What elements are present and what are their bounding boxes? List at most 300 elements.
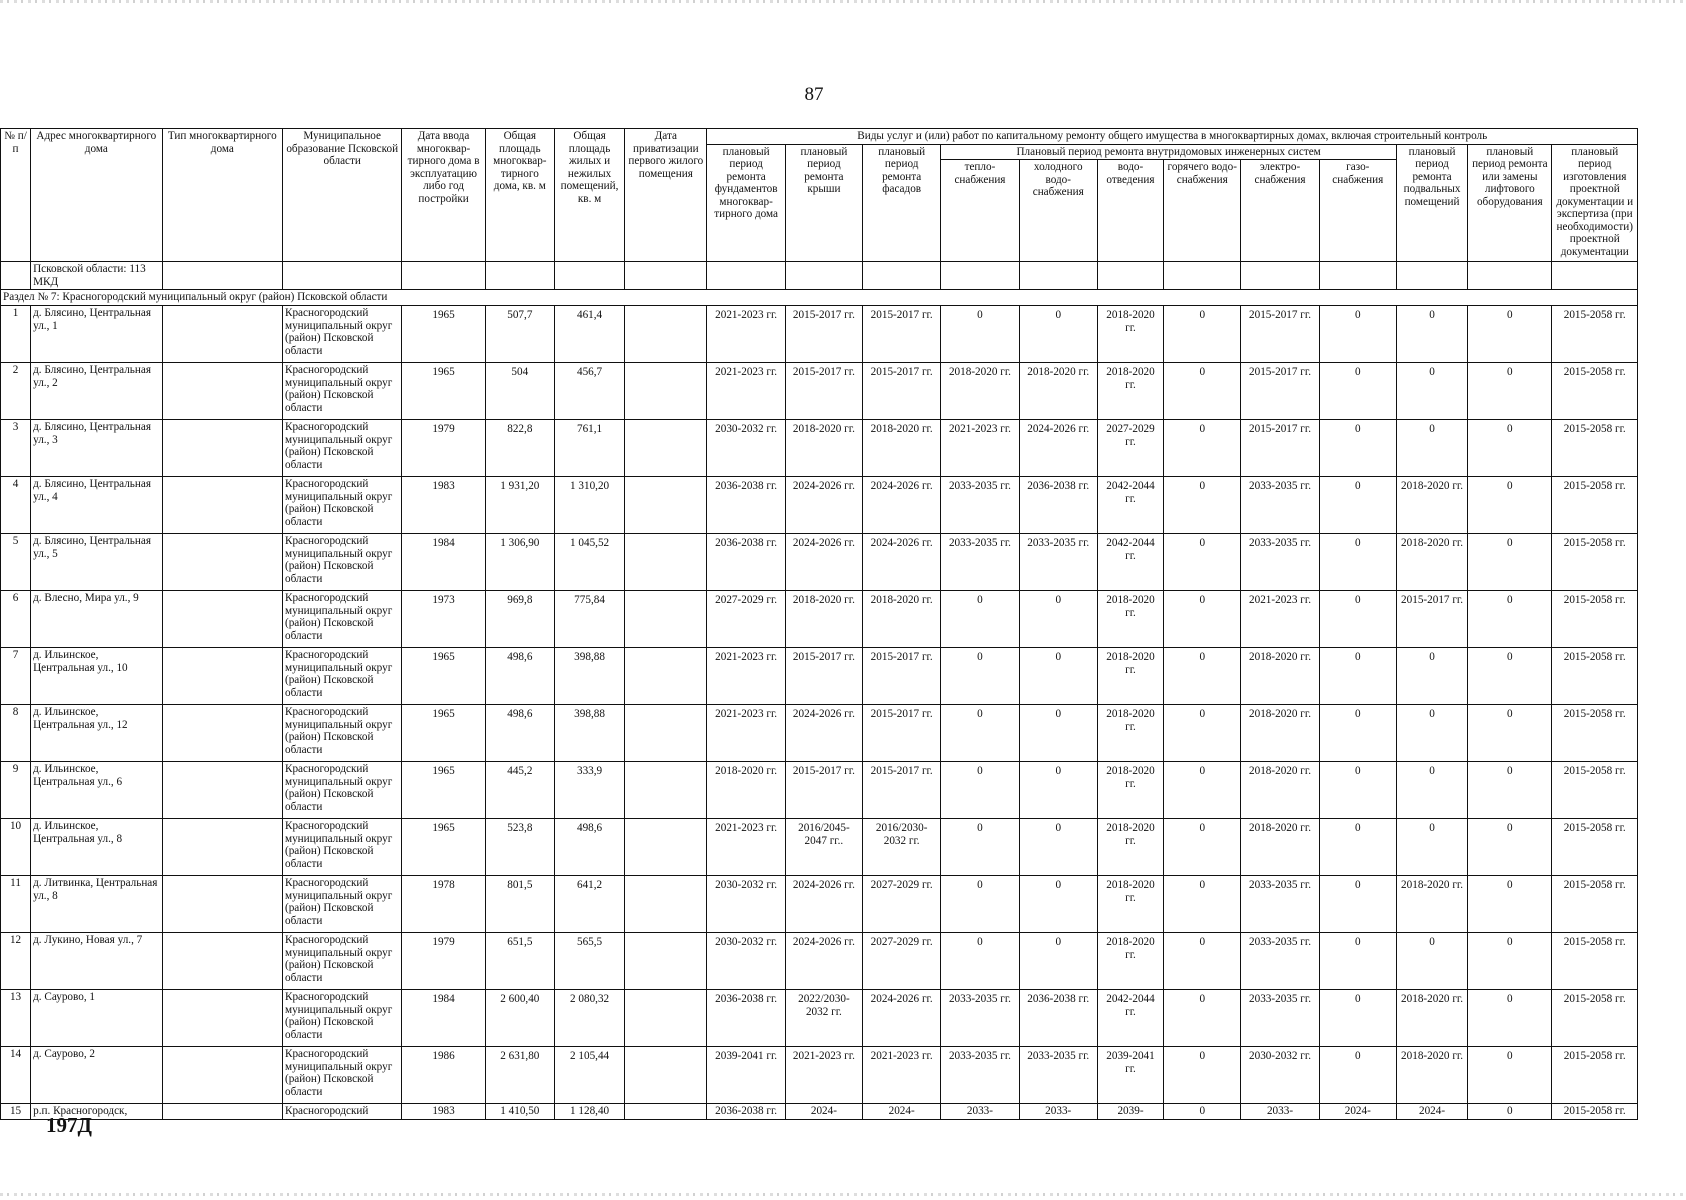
engineering-group-header: Плановый период ремонта внутридомовых инженерных систем: [941, 144, 1397, 160]
row-privatization: [625, 306, 707, 363]
row-basement: 2018-2020 гг.: [1396, 534, 1467, 591]
row-total-area: 445,2: [485, 762, 554, 819]
row-basement: 0: [1396, 306, 1467, 363]
summary-text: Псковской области: 113 МКД: [31, 262, 162, 290]
row-type: [162, 1047, 282, 1104]
row-heat: 0: [941, 306, 1019, 363]
row-gas: 0: [1319, 705, 1396, 762]
row-municipality: Красногородский муниципальный округ (район) Псковской области: [282, 933, 401, 990]
row-gas: 0: [1319, 363, 1396, 420]
row-type: [162, 648, 282, 705]
row-address: д. Саурово, 2: [31, 1047, 162, 1104]
col-living-area: Общая площадь жилых и нежилых помещений, кв. м: [554, 129, 624, 262]
row-elevator: 0: [1468, 648, 1552, 705]
row-heat: 2033-: [941, 1104, 1019, 1120]
row-type: [162, 705, 282, 762]
row-municipality: Красногородский муниципальный округ (район) Псковской области: [282, 990, 401, 1047]
row-heat: 0: [941, 876, 1019, 933]
row-number: 14: [1, 1047, 31, 1104]
table-row: [1, 477, 1638, 534]
row-total-area: 969,8: [485, 591, 554, 648]
row-elevator: 0: [1468, 705, 1552, 762]
row-living-area: 641,2: [554, 876, 624, 933]
table-row: [1, 591, 1638, 648]
row-design: 2015-2058 гг.: [1552, 363, 1638, 420]
row-sewage: 2027-2029 гг.: [1097, 420, 1163, 477]
row-privatization: [625, 705, 707, 762]
col-hot-water: горячего водо-снабжения: [1164, 160, 1241, 262]
row-privatization: [625, 1104, 707, 1120]
table-row: [1, 876, 1638, 933]
row-total-area: 2 600,40: [485, 990, 554, 1047]
row-basement: 2018-2020 гг.: [1396, 990, 1467, 1047]
row-hot-water: 0: [1164, 876, 1241, 933]
row-electric: 2018-2020 гг.: [1241, 705, 1319, 762]
row-gas: 0: [1319, 534, 1396, 591]
row-electric: 2033-2035 гг.: [1241, 534, 1319, 591]
row-total-area: 822,8: [485, 420, 554, 477]
row-design: 2015-2058 гг.: [1552, 591, 1638, 648]
row-year: 1965: [402, 819, 485, 876]
row-roof: 2018-2020 гг.: [785, 420, 862, 477]
row-total-area: 498,6: [485, 648, 554, 705]
row-design: 2015-2058 гг.: [1552, 705, 1638, 762]
row-type: [162, 306, 282, 363]
row-year: 1965: [402, 762, 485, 819]
row-foundation: 2021-2023 гг.: [707, 819, 785, 876]
row-municipality: Красногородский муниципальный округ (район) Псковской области: [282, 306, 401, 363]
table-row: [1, 1047, 1638, 1104]
row-privatization: [625, 477, 707, 534]
row-address: д. Литвинка, Центральная ул., 8: [31, 876, 162, 933]
row-cold-water: 0: [1019, 306, 1097, 363]
table-row: [1, 933, 1638, 990]
row-year: 1983: [402, 477, 485, 534]
row-type: [162, 1104, 282, 1120]
row-gas: 0: [1319, 591, 1396, 648]
row-privatization: [625, 534, 707, 591]
row-living-area: 498,6: [554, 819, 624, 876]
row-number: 9: [1, 762, 31, 819]
row-roof: 2015-2017 гг.: [785, 648, 862, 705]
row-sewage: 2018-2020 гг.: [1097, 648, 1163, 705]
row-basement: 2015-2017 гг.: [1396, 591, 1467, 648]
row-municipality: Красногородский муниципальный округ (район) Псковской области: [282, 477, 401, 534]
row-cold-water: 2033-2035 гг.: [1019, 534, 1097, 591]
col-facade: плановый период ремонта фасадов: [863, 144, 941, 262]
row-sewage: 2018-2020 гг.: [1097, 363, 1163, 420]
row-type: [162, 819, 282, 876]
row-hot-water: 0: [1164, 1047, 1241, 1104]
row-year: 1986: [402, 1047, 485, 1104]
row-hot-water: 0: [1164, 420, 1241, 477]
row-type: [162, 477, 282, 534]
row-privatization: [625, 420, 707, 477]
row-cold-water: 0: [1019, 933, 1097, 990]
row-living-area: 1 045,52: [554, 534, 624, 591]
row-type: [162, 876, 282, 933]
row-sewage: 2018-2020 гг.: [1097, 306, 1163, 363]
row-sewage: 2018-2020 гг.: [1097, 591, 1163, 648]
table-header: [1, 129, 1638, 262]
row-basement: 0: [1396, 819, 1467, 876]
row-facade: 2018-2020 гг.: [863, 420, 941, 477]
row-elevator: 0: [1468, 819, 1552, 876]
row-cold-water: 0: [1019, 591, 1097, 648]
row-roof: 2016/2045-2047 гг..: [785, 819, 862, 876]
row-foundation: 2021-2023 гг.: [707, 306, 785, 363]
row-privatization: [625, 1047, 707, 1104]
row-heat: 0: [941, 819, 1019, 876]
scan-edge-bottom: [0, 1193, 1686, 1196]
col-sewage: водо-отведения: [1097, 160, 1163, 262]
row-living-area: 1 310,20: [554, 477, 624, 534]
row-electric: 2030-2032 гг.: [1241, 1047, 1319, 1104]
row-municipality: Красногородский муниципальный округ (район) Псковской области: [282, 591, 401, 648]
row-year: 1978: [402, 876, 485, 933]
row-number: 5: [1, 534, 31, 591]
scan-edge-top: [0, 0, 1686, 3]
row-number: 6: [1, 591, 31, 648]
table-row: [1, 819, 1638, 876]
row-living-area: 761,1: [554, 420, 624, 477]
table-body: [1, 262, 1638, 1120]
row-municipality: Красногородский муниципальный округ (район) Псковской области: [282, 648, 401, 705]
row-number: 12: [1, 933, 31, 990]
table-row: [1, 420, 1638, 477]
row-hot-water: 0: [1164, 534, 1241, 591]
row-living-area: 333,9: [554, 762, 624, 819]
row-gas: 0: [1319, 1047, 1396, 1104]
row-sewage: 2042-2044 гг.: [1097, 534, 1163, 591]
row-year: 1979: [402, 933, 485, 990]
row-roof: 2015-2017 гг.: [785, 762, 862, 819]
row-gas: 0: [1319, 306, 1396, 363]
row-cold-water: 0: [1019, 876, 1097, 933]
row-facade: 2021-2023 гг.: [863, 1047, 941, 1104]
row-design: 2015-2058 гг.: [1552, 990, 1638, 1047]
row-foundation: 2036-2038 гг.: [707, 534, 785, 591]
col-no: № п/п: [1, 129, 31, 262]
section-title: Раздел № 7: Красногородский муниципальный округ (район) Псковской области: [1, 290, 1638, 306]
row-elevator: 0: [1468, 363, 1552, 420]
col-municipality: Муниципальное образование Псковской области: [282, 129, 401, 262]
row-cold-water: 0: [1019, 648, 1097, 705]
row-year: 1973: [402, 591, 485, 648]
row-foundation: 2030-2032 гг.: [707, 420, 785, 477]
row-type: [162, 762, 282, 819]
row-elevator: 0: [1468, 1047, 1552, 1104]
row-total-area: 498,6: [485, 705, 554, 762]
col-privatization-date: Дата приватизации первого жилого помещения: [625, 129, 707, 262]
row-basement: 0: [1396, 933, 1467, 990]
row-total-area: 504: [485, 363, 554, 420]
row-hot-water: 0: [1164, 990, 1241, 1047]
row-elevator: 0: [1468, 1104, 1552, 1120]
row-sewage: 2018-2020 гг.: [1097, 876, 1163, 933]
table-row: [1, 990, 1638, 1047]
row-number: 10: [1, 819, 31, 876]
row-type: [162, 534, 282, 591]
row-heat: 0: [941, 705, 1019, 762]
row-design: 2015-2058 гг.: [1552, 1047, 1638, 1104]
row-address: д. Влесно, Мира ул., 9: [31, 591, 162, 648]
row-hot-water: 0: [1164, 1104, 1241, 1120]
row-gas: 0: [1319, 933, 1396, 990]
row-electric: 2015-2017 гг.: [1241, 363, 1319, 420]
row-hot-water: 0: [1164, 648, 1241, 705]
row-year: 1965: [402, 705, 485, 762]
row-elevator: 0: [1468, 591, 1552, 648]
row-privatization: [625, 990, 707, 1047]
row-cold-water: 2036-2038 гг.: [1019, 477, 1097, 534]
row-heat: 0: [941, 762, 1019, 819]
row-address: д. Блясино, Центральная ул., 4: [31, 477, 162, 534]
row-municipality: Красногородский муниципальный округ (район) Псковской области: [282, 534, 401, 591]
row-total-area: 1 306,90: [485, 534, 554, 591]
row-electric: 2015-2017 гг.: [1241, 420, 1319, 477]
row-facade: 2024-2026 гг.: [863, 990, 941, 1047]
row-design: 2015-2058 гг.: [1552, 762, 1638, 819]
row-elevator: 0: [1468, 762, 1552, 819]
row-type: [162, 363, 282, 420]
col-total-area: Общая площадь многоквар-тирного дома, кв. м: [485, 129, 554, 262]
row-number: 13: [1, 990, 31, 1047]
row-basement: 2018-2020 гг.: [1396, 477, 1467, 534]
row-address: р.п. Красногородск,: [31, 1104, 162, 1120]
row-total-area: 1 931,20: [485, 477, 554, 534]
row-number: 8: [1, 705, 31, 762]
row-total-area: 523,8: [485, 819, 554, 876]
row-address: д. Ильинское, Центральная ул., 8: [31, 819, 162, 876]
row-design: 2015-2058 гг.: [1552, 420, 1638, 477]
row-elevator: 0: [1468, 420, 1552, 477]
col-basement: плановый период ремонта подвальных помещений: [1396, 144, 1467, 262]
row-facade: 2015-2017 гг.: [863, 363, 941, 420]
row-privatization: [625, 933, 707, 990]
row-municipality: Красногородский: [282, 1104, 401, 1120]
row-electric: 2033-2035 гг.: [1241, 876, 1319, 933]
row-privatization: [625, 819, 707, 876]
row-heat: 2033-2035 гг.: [941, 534, 1019, 591]
row-number: 7: [1, 648, 31, 705]
row-heat: 2033-2035 гг.: [941, 990, 1019, 1047]
row-gas: 0: [1319, 876, 1396, 933]
row-electric: 2033-2035 гг.: [1241, 990, 1319, 1047]
row-year: 1965: [402, 363, 485, 420]
row-address: д. Блясино, Центральная ул., 2: [31, 363, 162, 420]
row-basement: 2024-: [1396, 1104, 1467, 1120]
row-foundation: 2021-2023 гг.: [707, 705, 785, 762]
row-gas: 2024-: [1319, 1104, 1396, 1120]
row-basement: 2018-2020 гг.: [1396, 1047, 1467, 1104]
row-basement: 2018-2020 гг.: [1396, 876, 1467, 933]
row-living-area: 1 128,40: [554, 1104, 624, 1120]
row-facade: 2027-2029 гг.: [863, 933, 941, 990]
table-row: [1, 762, 1638, 819]
row-sewage: 2039-: [1097, 1104, 1163, 1120]
row-municipality: Красногородский муниципальный округ (район) Псковской области: [282, 420, 401, 477]
row-number: 1: [1, 306, 31, 363]
col-type: Тип многоквартирного дома: [162, 129, 282, 262]
row-facade: 2024-: [863, 1104, 941, 1120]
row-heat: 2033-2035 гг.: [941, 1047, 1019, 1104]
row-roof: 2015-2017 гг.: [785, 363, 862, 420]
row-total-area: 651,5: [485, 933, 554, 990]
row-elevator: 0: [1468, 306, 1552, 363]
col-gas: газо-снабжения: [1319, 160, 1396, 262]
row-design: 2015-2058 гг.: [1552, 933, 1638, 990]
row-roof: 2024-2026 гг.: [785, 534, 862, 591]
row-type: [162, 990, 282, 1047]
row-sewage: 2042-2044 гг.: [1097, 990, 1163, 1047]
row-basement: 0: [1396, 648, 1467, 705]
row-facade: 2015-2017 гг.: [863, 306, 941, 363]
row-electric: 2033-: [1241, 1104, 1319, 1120]
row-roof: 2024-2026 гг.: [785, 933, 862, 990]
footer-code: 197Д: [46, 1113, 92, 1137]
table-row: [1, 648, 1638, 705]
row-type: [162, 420, 282, 477]
row-municipality: Красногородский муниципальный округ (район) Псковской области: [282, 705, 401, 762]
row-foundation: 2036-2038 гг.: [707, 990, 785, 1047]
row-basement: 0: [1396, 705, 1467, 762]
row-living-area: 775,84: [554, 591, 624, 648]
row-elevator: 0: [1468, 534, 1552, 591]
col-foundation: плановый период ремонта фундаментов многоквар-тирного дома: [707, 144, 785, 262]
row-address: д. Ильинское, Центральная ул., 6: [31, 762, 162, 819]
row-total-area: 801,5: [485, 876, 554, 933]
col-design: плановый период изготовления проектной документации и экспертиза (при необходимости) проектной документации: [1552, 144, 1638, 262]
row-type: [162, 591, 282, 648]
col-cold-water: холодного водо-снабжения: [1019, 160, 1097, 262]
row-design: 2015-2058 гг.: [1552, 477, 1638, 534]
row-year: 1984: [402, 534, 485, 591]
row-design: 2015-2058 гг.: [1552, 819, 1638, 876]
row-gas: 0: [1319, 819, 1396, 876]
row-cold-water: 2033-2035 гг.: [1019, 1047, 1097, 1104]
row-total-area: 1 410,50: [485, 1104, 554, 1120]
row-cold-water: 2036-2038 гг.: [1019, 990, 1097, 1047]
row-hot-water: 0: [1164, 363, 1241, 420]
row-heat: 0: [941, 591, 1019, 648]
row-municipality: Красногородский муниципальный округ (район) Псковской области: [282, 819, 401, 876]
col-heat: тепло-снабжения: [941, 160, 1019, 262]
row-municipality: Красногородский муниципальный округ (район) Псковской области: [282, 363, 401, 420]
row-address: д. Ильинское, Центральная ул., 12: [31, 705, 162, 762]
row-roof: 2024-: [785, 1104, 862, 1120]
col-address: Адрес многоквартирного дома: [31, 129, 162, 262]
table-row: [1, 363, 1638, 420]
row-roof: 2021-2023 гг.: [785, 1047, 862, 1104]
row-year: 1984: [402, 990, 485, 1047]
page-number: 87: [804, 84, 824, 105]
row-privatization: [625, 363, 707, 420]
row-heat: 0: [941, 933, 1019, 990]
row-foundation: 2036-2038 гг.: [707, 1104, 785, 1120]
row-facade: 2024-2026 гг.: [863, 534, 941, 591]
col-roof: плановый период ремонта крыши: [785, 144, 862, 262]
row-basement: 0: [1396, 420, 1467, 477]
row-number: 2: [1, 363, 31, 420]
row-sewage: 2018-2020 гг.: [1097, 819, 1163, 876]
row-living-area: 398,88: [554, 648, 624, 705]
row-electric: 2021-2023 гг.: [1241, 591, 1319, 648]
row-sewage: 2018-2020 гг.: [1097, 762, 1163, 819]
row-heat: 2021-2023 гг.: [941, 420, 1019, 477]
row-total-area: 507,7: [485, 306, 554, 363]
row-roof: 2022/2030-2032 гг.: [785, 990, 862, 1047]
row-cold-water: 2018-2020 гг.: [1019, 363, 1097, 420]
col-electric: электро-снабжения: [1241, 160, 1319, 262]
row-facade: 2015-2017 гг.: [863, 648, 941, 705]
row-facade: 2016/2030-2032 гг.: [863, 819, 941, 876]
row-address: д. Блясино, Центральная ул., 3: [31, 420, 162, 477]
row-hot-water: 0: [1164, 591, 1241, 648]
row-living-area: 2 080,32: [554, 990, 624, 1047]
row-type: [162, 933, 282, 990]
row-living-area: 2 105,44: [554, 1047, 624, 1104]
row-year: 1965: [402, 306, 485, 363]
row-living-area: 461,4: [554, 306, 624, 363]
row-hot-water: 0: [1164, 762, 1241, 819]
row-number: 11: [1, 876, 31, 933]
row-cold-water: 2024-2026 гг.: [1019, 420, 1097, 477]
row-hot-water: 0: [1164, 477, 1241, 534]
row-facade: 2015-2017 гг.: [863, 705, 941, 762]
row-sewage: 2018-2020 гг.: [1097, 933, 1163, 990]
row-hot-water: 0: [1164, 306, 1241, 363]
row-facade: 2027-2029 гг.: [863, 876, 941, 933]
row-municipality: Красногородский муниципальный округ (район) Псковской области: [282, 762, 401, 819]
row-elevator: 0: [1468, 933, 1552, 990]
row-electric: 2018-2020 гг.: [1241, 819, 1319, 876]
row-roof: 2024-2026 гг.: [785, 477, 862, 534]
row-foundation: 2030-2032 гг.: [707, 876, 785, 933]
row-living-area: 456,7: [554, 363, 624, 420]
row-roof: 2024-2026 гг.: [785, 705, 862, 762]
row-foundation: 2018-2020 гг.: [707, 762, 785, 819]
row-sewage: 2039-2041 гг.: [1097, 1047, 1163, 1104]
row-gas: 0: [1319, 477, 1396, 534]
capital-repair-table: [0, 128, 1638, 1120]
col-commission-date: Дата ввода многоквар-тирного дома в эксплуатацию либо год постройки: [402, 129, 485, 262]
row-electric: 2015-2017 гг.: [1241, 306, 1319, 363]
row-sewage: 2018-2020 гг.: [1097, 705, 1163, 762]
col-elevator: плановый период ремонта или замены лифтового оборудования: [1468, 144, 1552, 262]
row-privatization: [625, 876, 707, 933]
row-foundation: 2039-2041 гг.: [707, 1047, 785, 1104]
row-cold-water: 2033-: [1019, 1104, 1097, 1120]
table-row: [1, 705, 1638, 762]
section-row: [1, 290, 1638, 306]
row-living-area: 565,5: [554, 933, 624, 990]
row-facade: 2018-2020 гг.: [863, 591, 941, 648]
row-electric: 2018-2020 гг.: [1241, 762, 1319, 819]
table-row: [1, 306, 1638, 363]
row-heat: 2018-2020 гг.: [941, 363, 1019, 420]
row-facade: 2015-2017 гг.: [863, 762, 941, 819]
row-municipality: Красногородский муниципальный округ (район) Псковской области: [282, 876, 401, 933]
row-roof: 2015-2017 гг.: [785, 306, 862, 363]
row-gas: 0: [1319, 762, 1396, 819]
row-cold-water: 0: [1019, 705, 1097, 762]
row-elevator: 0: [1468, 876, 1552, 933]
row-address: д. Блясино, Центральная ул., 5: [31, 534, 162, 591]
row-privatization: [625, 648, 707, 705]
row-foundation: 2021-2023 гг.: [707, 648, 785, 705]
row-privatization: [625, 591, 707, 648]
